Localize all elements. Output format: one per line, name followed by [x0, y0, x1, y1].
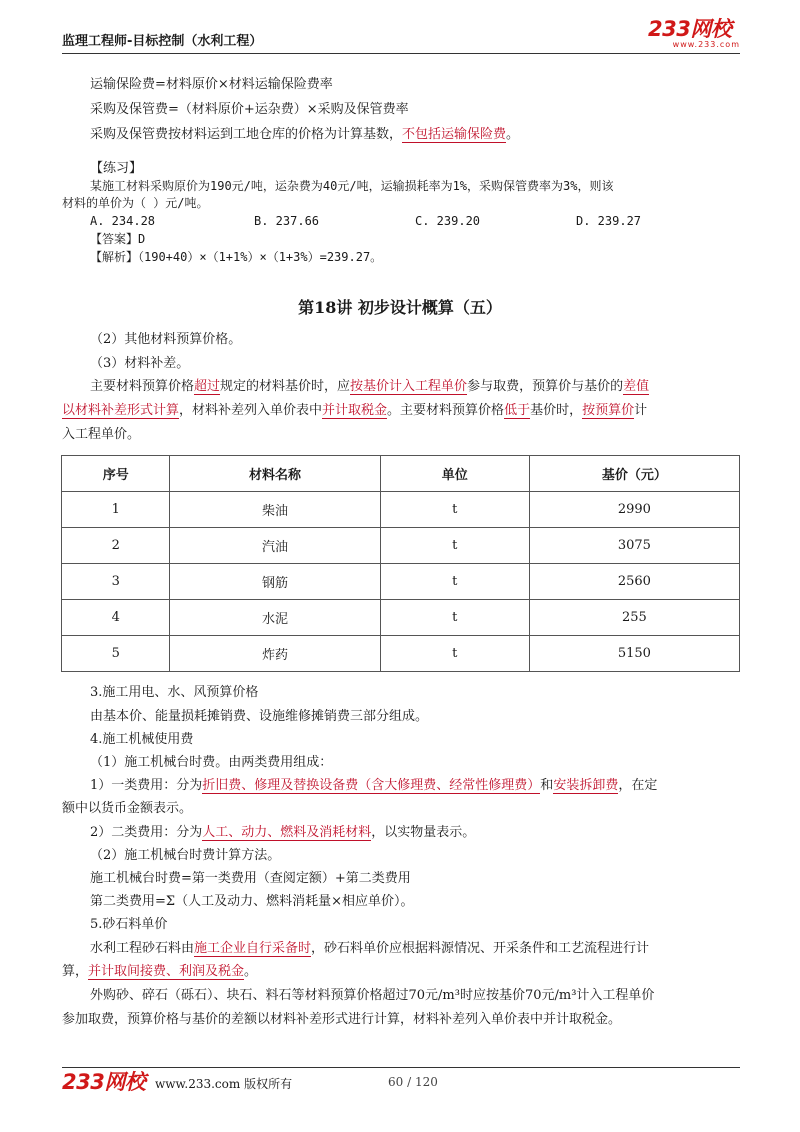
section-utilities-heading: 3.施工用电、水、风预算价格: [90, 685, 259, 700]
highlight-tax: 并计取税金: [322, 403, 388, 418]
first-class-cost-line1: [90, 777, 657, 795]
option-a: A. 234.28: [90, 214, 156, 228]
text-span: 2）二类费用：分为: [90, 825, 203, 840]
cell-index: 2: [62, 528, 170, 564]
option-d: D. 239.27: [576, 214, 642, 228]
page-number: 60 / 120: [388, 1075, 438, 1089]
brand-logo-text: 233网校: [648, 17, 732, 41]
lecture-title: 第18讲 初步设计概算（五）: [298, 298, 502, 317]
exercise-tag: 【练习】: [90, 161, 143, 176]
option-b: B. 237.66: [254, 214, 320, 228]
table-row: [62, 564, 740, 600]
col-header-price: 基价（元）: [529, 456, 739, 492]
purchased-aggregate-line2: 参加取费，预算价格与基价的差额以材料补差形式进行计算，材料补差列入单价表中并计取税金。: [62, 1012, 622, 1027]
highlight-difference-form: 以材料补差形式计算: [62, 403, 180, 418]
text-span: 规定的材料基价时，应: [220, 379, 351, 394]
cell-index: 3: [62, 564, 170, 600]
footer-copyright: www.233.com 版权所有: [155, 1077, 293, 1091]
purchased-aggregate-line1: 外购砂、碎石（砾石）、块石、料石等材料预算价格超过70元/m³时应按基价70元/m³计入工程单价: [90, 988, 655, 1003]
text-span: 。: [244, 964, 258, 979]
material-difference-para-line3: 入工程单价。: [62, 427, 141, 442]
cell-unit: t: [380, 636, 529, 672]
formula-procurement-storage: 采购及保管费=（材料原价+运杂费）×采购及保管费率: [90, 102, 409, 117]
second-class-cost: [90, 824, 475, 842]
table-row: [62, 600, 740, 636]
material-difference-para-line2: [62, 402, 647, 420]
table-row: [62, 636, 740, 672]
procurement-note-text: 采购及保管费按材料运到工地仓库的价格为计算基数，: [90, 127, 403, 142]
cell-material: 炸药: [170, 636, 380, 672]
table-header-row: [62, 456, 740, 492]
cell-unit: t: [380, 492, 529, 528]
cell-material: 水泥: [170, 600, 380, 636]
exercise-question-line2: 材料的单价为（ ）元/吨。: [62, 196, 209, 210]
text-span: ，材料补差列入单价表中: [179, 403, 323, 418]
highlight-labor-fuel: 人工、动力、燃料及消耗材料: [202, 825, 372, 840]
highlight-self-procured: 施工企业自行采备时: [194, 941, 312, 956]
procurement-note: [90, 126, 519, 144]
cell-price: 5150: [529, 636, 739, 672]
highlight-budget-price: 按预算价: [582, 403, 635, 418]
cell-price: 3075: [529, 528, 739, 564]
text-span: 主要材料预算价格: [90, 379, 195, 394]
item-material-difference: （3）材料补差。: [90, 356, 190, 371]
text-span: ，在定: [618, 778, 658, 793]
text-span: ，砂石料单价应根据料源情况、开采条件和工艺流程进行计: [311, 941, 650, 956]
item-other-materials: （2）其他材料预算价格。: [90, 332, 242, 347]
cell-unit: t: [380, 600, 529, 636]
table-row: [62, 492, 740, 528]
material-base-price-table: [61, 455, 740, 672]
document-header-title: 监理工程师-目标控制（水利工程）: [62, 34, 263, 49]
header-divider: [62, 53, 740, 54]
aggregate-para-line2: [62, 963, 257, 981]
cell-index: 1: [62, 492, 170, 528]
section-utilities-desc: 由基本价、能量损耗摊销费、设施维修摊销费三部分组成。: [90, 709, 429, 724]
text-span: 。主要材料预算价格: [387, 403, 505, 418]
material-difference-para-line1: [90, 378, 649, 396]
cell-price: 2990: [529, 492, 739, 528]
highlight-below: 低于: [504, 403, 531, 418]
text-span: 计: [634, 403, 648, 418]
footer-logo: 233网校: [62, 1070, 146, 1094]
text-span: 1）一类费用：分为: [90, 778, 203, 793]
procurement-note-end: 。: [506, 127, 520, 142]
formula-second-class: 第二类费用=Σ（人工及动力、燃料消耗量×相应单价）。: [90, 894, 414, 909]
section-aggregate-heading: 5.砂石料单价: [90, 917, 168, 932]
cell-index: 5: [62, 636, 170, 672]
exercise-analysis: 【解析】（190+40）×（1+1%）×（1+3%）=239.27。: [90, 250, 383, 264]
exercise-question-line1: 某施工材料采购原价为190元/吨，运杂费为40元/吨，运输损耗率为1%，采购保管费率为3%，则该: [90, 179, 614, 193]
option-c: C. 239.20: [415, 214, 481, 228]
highlight-installation: 安装拆卸费: [553, 778, 619, 793]
text-span: 算，: [62, 964, 89, 979]
aggregate-para-line1: [90, 940, 649, 958]
text-span: 参与取费，预算价与基价的: [467, 379, 624, 394]
brand-logo: [648, 18, 740, 52]
cell-price: 2560: [529, 564, 739, 600]
highlight-depreciation-repair: 折旧费、修理及替换设备费（含大修理费、经常性修理费）: [202, 778, 541, 793]
text-span: 和: [540, 778, 554, 793]
formula-hourly-cost: 施工机械台时费=第一类费用（查阅定额）+第二类费用: [90, 871, 411, 886]
text-span: 水利工程砂石料由: [90, 941, 195, 956]
hourly-cost-method: （2）施工机械台时费计算方法。: [90, 848, 281, 863]
machinery-hourly-cost-intro: （1）施工机械台时费。由两类费用组成：: [90, 755, 333, 770]
first-class-cost-line2: 额中以货币金额表示。: [62, 801, 193, 816]
cell-unit: t: [380, 528, 529, 564]
text-span: ，以实物量表示。: [371, 825, 476, 840]
brand-logo-url: www.233.com: [672, 40, 740, 49]
cell-index: 4: [62, 600, 170, 636]
highlight-excludes-insurance: 不包括运输保险费: [402, 127, 507, 142]
cell-price: 255: [529, 600, 739, 636]
highlight-exceeds: 超过: [194, 379, 221, 394]
col-header-index: 序号: [62, 456, 170, 492]
cell-material: 钢筋: [170, 564, 380, 600]
col-header-unit: 单位: [380, 456, 529, 492]
cell-unit: t: [380, 564, 529, 600]
cell-material: 柴油: [170, 492, 380, 528]
col-header-material: 材料名称: [170, 456, 380, 492]
formula-transport-insurance: 运输保险费=材料原价×材料运输保险费率: [90, 77, 333, 92]
table-row: [62, 528, 740, 564]
cell-material: 汽油: [170, 528, 380, 564]
footer-divider: [62, 1067, 740, 1068]
highlight-base-price: 按基价计入工程单价: [350, 379, 468, 394]
text-span: 基价时，: [530, 403, 583, 418]
exercise-answer: 【答案】D: [90, 232, 146, 246]
highlight-indirect-profit-tax: 并计取间接费、利润及税金: [88, 964, 245, 979]
highlight-difference: 差值: [623, 379, 650, 394]
section-machinery-heading: 4.施工机械使用费: [90, 732, 194, 747]
